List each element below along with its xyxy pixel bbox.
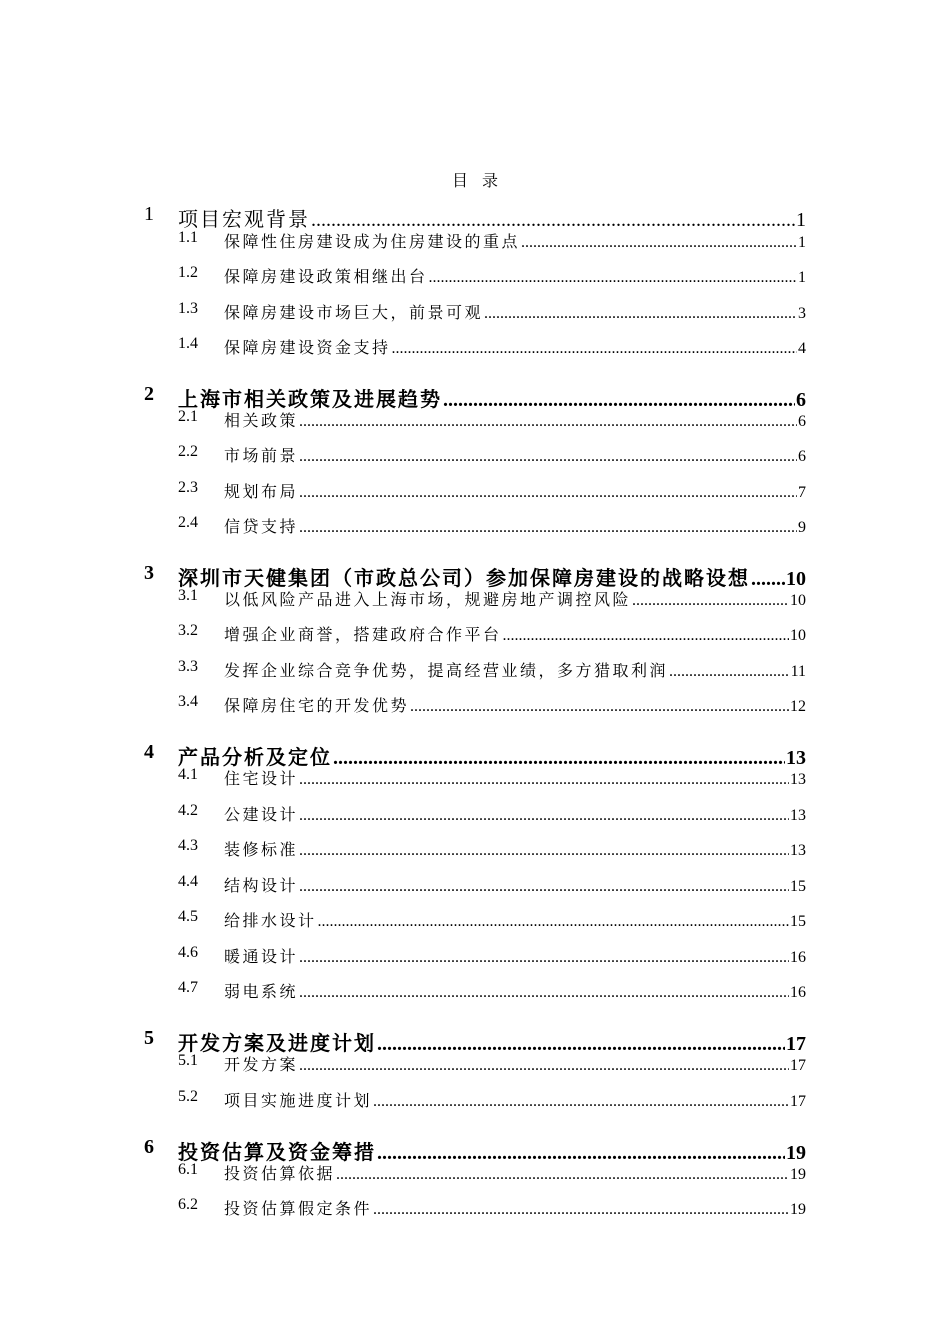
- toc-entry-number: 5: [144, 1027, 154, 1049]
- toc-entry-row: [224, 300, 806, 323]
- toc-section-entry[interactable]: [0, 1161, 950, 1189]
- dot-leader: [299, 519, 797, 537]
- dot-leader: [299, 807, 789, 825]
- dot-leader: [373, 1201, 789, 1219]
- toc-entry-page-number: 4: [798, 340, 806, 357]
- toc-entry-page-number: 11: [790, 663, 806, 680]
- toc-entry-row: [224, 479, 806, 502]
- toc-entry-title[interactable]: 暖通设计: [224, 949, 299, 966]
- dot-leader: [632, 592, 789, 610]
- toc-entry-row: [224, 587, 806, 610]
- toc-entry-title[interactable]: 保障房建设政策相继出台: [224, 269, 428, 286]
- toc-entry-row: [224, 514, 806, 537]
- toc-entry-title[interactable]: 保障房住宅的开发优势: [224, 698, 410, 715]
- toc-entry-title[interactable]: 住宅设计: [224, 771, 299, 788]
- toc-entry-page-number: 19: [790, 1166, 806, 1183]
- toc-entry-number: 1.1: [178, 229, 198, 246]
- toc-entry-title[interactable]: 相关政策: [224, 413, 299, 430]
- toc-entry-page-number: 16: [790, 949, 806, 966]
- toc-entry-page-number: 10: [790, 627, 806, 644]
- toc-entry-number: 1: [144, 203, 154, 225]
- toc-entry-row: [224, 1161, 806, 1184]
- toc-entry-title[interactable]: 信贷支持: [224, 519, 299, 536]
- toc-section-entry[interactable]: [0, 1052, 950, 1080]
- toc-entry-title[interactable]: 规划布局: [224, 484, 299, 501]
- toc-section-entry[interactable]: [0, 264, 950, 292]
- toc-entry-page-number: 6: [798, 413, 806, 430]
- toc-section-entry[interactable]: [0, 1196, 950, 1224]
- toc-entry-title[interactable]: 公建设计: [224, 807, 299, 824]
- toc-entry-title[interactable]: 上海市相关政策及进展趋势: [178, 389, 442, 411]
- toc-entry-number: 4.4: [178, 873, 198, 890]
- dot-leader: [299, 448, 797, 466]
- toc-entry-number: 4.1: [178, 766, 198, 783]
- dot-leader: [392, 340, 797, 358]
- dot-leader: [299, 484, 797, 502]
- toc-entry-page-number: 13: [790, 807, 806, 824]
- toc-entry-page-number: 6: [796, 389, 806, 411]
- toc-entry-page-number: 1: [798, 234, 806, 251]
- toc-entry-number: 2: [144, 383, 154, 405]
- toc-section-entry[interactable]: [0, 443, 950, 471]
- toc-entry-row: [224, 802, 806, 825]
- toc-entry-title[interactable]: 弱电系统: [224, 984, 299, 1001]
- toc-entry-page-number: 13: [790, 771, 806, 788]
- toc-section-entry[interactable]: [0, 693, 950, 721]
- toc-entry-title[interactable]: 给排水设计: [224, 913, 317, 930]
- toc-entry-page-number: 10: [786, 568, 806, 590]
- dot-leader: [299, 413, 797, 431]
- toc-entry-page-number: 17: [790, 1093, 806, 1110]
- toc-chapter-entry[interactable]: [0, 562, 950, 590]
- toc-entry-title[interactable]: 项目宏观背景: [178, 209, 310, 231]
- toc-entry-number: 4: [144, 741, 154, 763]
- toc-entry-page-number: 3: [798, 305, 806, 322]
- toc-entry-title[interactable]: 深圳市天健集团（市政总公司）参加保障房建设的战略设想: [178, 568, 750, 590]
- toc-entry-number: 1.3: [178, 300, 198, 317]
- dot-leader: [299, 1057, 789, 1075]
- toc-entry-row: [224, 658, 806, 681]
- toc-entry-title[interactable]: 增强企业商誉，搭建政府合作平台: [224, 627, 502, 644]
- toc-entry-row: [224, 229, 806, 252]
- toc-entry-page-number: 1: [796, 209, 806, 231]
- toc-entry-number: 6: [144, 1136, 154, 1158]
- toc-entry-title[interactable]: 项目实施进度计划: [224, 1093, 373, 1110]
- toc-entry-number: 1.4: [178, 335, 198, 352]
- toc-entry-page-number: 16: [790, 984, 806, 1001]
- toc-section-entry[interactable]: [0, 802, 950, 830]
- toc-entry-page-number: 19: [786, 1142, 806, 1164]
- toc-entry-number: 3.1: [178, 587, 198, 604]
- toc-entry-row: [224, 264, 806, 287]
- dot-leader: [410, 698, 789, 716]
- toc-entry-page-number: 17: [786, 1033, 806, 1055]
- toc-entry-title[interactable]: 开发方案: [224, 1057, 299, 1074]
- toc-section-entry[interactable]: [0, 837, 950, 865]
- toc-entry-number: 2.4: [178, 514, 198, 531]
- toc-entry-page-number: 6: [798, 448, 806, 465]
- toc-chapter-entry[interactable]: [0, 203, 950, 231]
- toc-entry-number: 2.2: [178, 443, 198, 460]
- toc-entry-row: [224, 693, 806, 716]
- toc-entry-row: [178, 203, 806, 232]
- toc-entry-page-number: 15: [790, 878, 806, 895]
- toc-entry-row: [224, 1088, 806, 1111]
- toc-entry-row: [224, 443, 806, 466]
- toc-entry-row: [224, 622, 806, 645]
- toc-entry-page-number: 12: [790, 698, 806, 715]
- toc-entry-number: 3.2: [178, 622, 198, 639]
- toc-section-entry[interactable]: [0, 944, 950, 972]
- toc-entry-number: 4.3: [178, 837, 198, 854]
- toc-entry-page-number: 19: [790, 1201, 806, 1218]
- toc-entry-title[interactable]: 以低风险产品进入上海市场，规避房地产调控风险: [224, 592, 632, 609]
- dot-leader: [484, 305, 797, 323]
- toc-entry-number: 6.2: [178, 1196, 198, 1213]
- toc-section-entry[interactable]: [0, 229, 950, 257]
- toc-entry-number: 3.3: [178, 658, 198, 675]
- toc-entry-row: [224, 908, 806, 931]
- toc-entry-number: 4.7: [178, 979, 198, 996]
- toc-entry-row: [224, 1196, 806, 1219]
- toc-entry-row: [224, 873, 806, 896]
- toc-section-entry[interactable]: [0, 587, 950, 615]
- toc-entry-number: 4.6: [178, 944, 198, 961]
- toc-entry-page-number: 1: [798, 269, 806, 286]
- toc-chapter-entry[interactable]: [0, 1027, 950, 1055]
- dot-leader: [669, 663, 790, 681]
- toc-entry-title[interactable]: 市场前景: [224, 448, 299, 465]
- toc-entry-number: 3: [144, 562, 154, 584]
- toc-chapter-entry[interactable]: [0, 1136, 950, 1164]
- toc-entry-number: 3.4: [178, 693, 198, 710]
- dot-leader: [429, 269, 797, 287]
- toc-section-entry[interactable]: [0, 408, 950, 436]
- toc-entry-title[interactable]: 投资估算假定条件: [224, 1201, 373, 1218]
- toc-section-entry[interactable]: [0, 766, 950, 794]
- dot-leader: [336, 1166, 789, 1184]
- toc-entry-page-number: 13: [790, 842, 806, 859]
- toc-entry-page-number: 9: [798, 519, 806, 536]
- dot-leader: [521, 234, 797, 252]
- toc-entry-number: 5.1: [178, 1052, 198, 1069]
- toc-entry-number: 1.2: [178, 264, 198, 281]
- toc-section-entry[interactable]: [0, 514, 950, 542]
- toc-entry-page-number: 17: [790, 1057, 806, 1074]
- toc-chapter-entry[interactable]: [0, 741, 950, 769]
- toc-entry-page-number: 10: [790, 592, 806, 609]
- toc-entry-page-number: 15: [790, 913, 806, 930]
- dot-leader: [299, 984, 789, 1002]
- toc-entry-row: [224, 1052, 806, 1075]
- toc-entry-row: [224, 944, 806, 967]
- toc-section-entry[interactable]: [0, 300, 950, 328]
- page-title: 目录: [451, 173, 512, 190]
- toc-entry-number: 4.5: [178, 908, 198, 925]
- toc-section-entry[interactable]: [0, 979, 950, 1007]
- toc-entry-title[interactable]: 投资估算及资金筹措: [178, 1142, 376, 1164]
- dot-leader: [503, 627, 789, 645]
- toc-section-entry[interactable]: [0, 335, 950, 363]
- toc-entry-title[interactable]: 保障房建设市场巨大，前景可观: [224, 305, 484, 322]
- toc-entry-number: 4.2: [178, 802, 198, 819]
- dot-leader: [299, 842, 789, 860]
- toc-entry-row: [224, 837, 806, 860]
- dot-leader: [299, 771, 789, 789]
- dot-leader: [299, 878, 789, 896]
- toc-entry-page-number: 13: [786, 747, 806, 769]
- dot-leader: [373, 1093, 789, 1111]
- toc-entry-title[interactable]: 开发方案及进度计划: [178, 1033, 376, 1055]
- toc-entry-number: 5.2: [178, 1088, 198, 1105]
- toc-section-entry[interactable]: [0, 479, 950, 507]
- toc-section-entry[interactable]: [0, 908, 950, 936]
- toc-chapter-entry[interactable]: [0, 383, 950, 411]
- toc-section-entry[interactable]: [0, 622, 950, 650]
- toc-entry-number: 2.1: [178, 408, 198, 425]
- toc-entry-title[interactable]: 发挥企业综合竞争优势，提高经营业绩，多方猎取利润: [224, 663, 669, 680]
- toc-entry-title[interactable]: 保障房建设资金支持: [224, 340, 391, 357]
- toc-entry-row: [224, 335, 806, 358]
- toc-entry-title[interactable]: 保障性住房建设成为住房建设的重点: [224, 234, 521, 251]
- toc-section-entry[interactable]: [0, 873, 950, 901]
- toc-entry-title[interactable]: 装修标准: [224, 842, 299, 859]
- toc-section-entry[interactable]: [0, 658, 950, 686]
- toc-entry-number: 6.1: [178, 1161, 198, 1178]
- toc-entry-title[interactable]: 结构设计: [224, 878, 299, 895]
- toc-entry-page-number: 7: [798, 484, 806, 501]
- toc-entry-title[interactable]: 产品分析及定位: [178, 747, 332, 769]
- dot-leader: [299, 949, 789, 967]
- toc-entry-row: [224, 979, 806, 1002]
- dot-leader: [318, 913, 789, 931]
- toc-section-entry[interactable]: [0, 1088, 950, 1116]
- toc-entry-row: [224, 408, 806, 431]
- toc-entry-title[interactable]: 投资估算依据: [224, 1166, 336, 1183]
- toc-entry-number: 2.3: [178, 479, 198, 496]
- toc-entry-row: [224, 766, 806, 789]
